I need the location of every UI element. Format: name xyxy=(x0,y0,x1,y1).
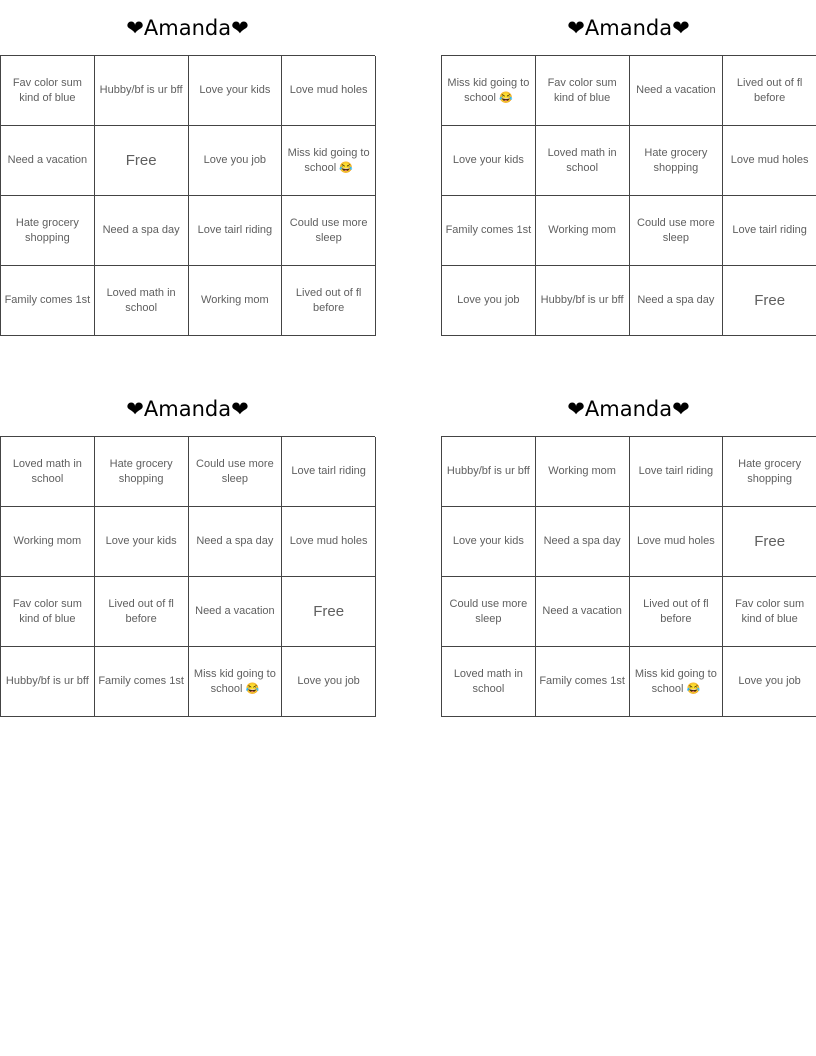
bingo-cell: Love tairl riding xyxy=(189,196,283,266)
bingo-cell: Love mud holes xyxy=(630,507,724,577)
bingo-card-3 xyxy=(0,381,375,717)
bingo-cell: Love mud holes xyxy=(282,56,376,126)
bingo-cell: Family comes 1st xyxy=(95,647,189,717)
bingo-cell: Family comes 1st xyxy=(536,647,630,717)
bingo-cell: Love mud holes xyxy=(723,126,816,196)
bingo-cell: Hate grocery shopping xyxy=(1,196,95,266)
bingo-cell: Could use more sleep xyxy=(630,196,724,266)
bingo-cell: Lived out of fl before xyxy=(723,56,816,126)
bingo-cell: Loved math in school xyxy=(95,266,189,336)
bingo-cell: Love tairl riding xyxy=(630,437,724,507)
bingo-cell: Need a vacation xyxy=(536,577,630,647)
bingo-cell: Working mom xyxy=(1,507,95,577)
bingo-cell: Love you job xyxy=(282,647,376,717)
bingo-cell: Love tairl riding xyxy=(723,196,816,266)
bingo-cell: Lived out of fl before xyxy=(95,577,189,647)
bingo-cell: Hubby/bf is ur bff xyxy=(442,437,536,507)
bingo-grid xyxy=(441,436,816,717)
bingo-cell: Lived out of fl before xyxy=(282,266,376,336)
bingo-grid xyxy=(0,436,375,717)
bingo-cell: Miss kid going to school 😂 xyxy=(189,647,283,717)
bingo-cell: Need a spa day xyxy=(630,266,724,336)
bingo-cell: Need a spa day xyxy=(95,196,189,266)
bingo-cell: Could use more sleep xyxy=(282,196,376,266)
free-cell: Free xyxy=(95,126,189,196)
bingo-cell: Hate grocery shopping xyxy=(95,437,189,507)
bingo-cell: Need a vacation xyxy=(630,56,724,126)
bingo-cell: Need a vacation xyxy=(1,126,95,196)
bingo-cell: Loved math in school xyxy=(442,647,536,717)
bingo-cell: Miss kid going to school 😂 xyxy=(442,56,536,126)
card-title: ❤Amanda❤ xyxy=(126,396,249,421)
bingo-cell: Loved math in school xyxy=(536,126,630,196)
bingo-card-2 xyxy=(441,0,816,336)
bingo-cell: Love your kids xyxy=(442,126,536,196)
card-title: ❤Amanda❤ xyxy=(567,15,690,40)
free-cell: Free xyxy=(282,577,376,647)
bingo-cell: Love you job xyxy=(442,266,536,336)
bingo-cell: Working mom xyxy=(536,437,630,507)
bingo-cell: Hate grocery shopping xyxy=(723,437,816,507)
bingo-cell: Working mom xyxy=(536,196,630,266)
bingo-cell: Miss kid going to school 😂 xyxy=(282,126,376,196)
free-cell: Free xyxy=(723,507,816,577)
bingo-cell: Lived out of fl before xyxy=(630,577,724,647)
bingo-grid xyxy=(0,55,375,336)
bingo-cell: Could use more sleep xyxy=(189,437,283,507)
bingo-cell: Love your kids xyxy=(95,507,189,577)
bingo-cell: Working mom xyxy=(189,266,283,336)
bingo-cell: Family comes 1st xyxy=(1,266,95,336)
bingo-cell: Could use more sleep xyxy=(442,577,536,647)
bingo-cell: Love tairl riding xyxy=(282,437,376,507)
bingo-cell: Love you job xyxy=(723,647,816,717)
bingo-cell: Need a spa day xyxy=(536,507,630,577)
bingo-cell: Fav color sum kind of blue xyxy=(536,56,630,126)
bingo-cell: Miss kid going to school 😂 xyxy=(630,647,724,717)
bingo-grid xyxy=(441,55,816,336)
bingo-cell: Love your kids xyxy=(442,507,536,577)
bingo-card-4 xyxy=(441,381,816,717)
bingo-cell: Hubby/bf is ur bff xyxy=(1,647,95,717)
free-cell: Free xyxy=(723,266,816,336)
bingo-cell: Family comes 1st xyxy=(442,196,536,266)
card-title: ❤Amanda❤ xyxy=(126,15,249,40)
bingo-cell: Fav color sum kind of blue xyxy=(1,577,95,647)
bingo-cell: Love you job xyxy=(189,126,283,196)
bingo-cell: Need a vacation xyxy=(189,577,283,647)
bingo-cell: Need a spa day xyxy=(189,507,283,577)
bingo-cell: Love mud holes xyxy=(282,507,376,577)
bingo-cell: Loved math in school xyxy=(1,437,95,507)
bingo-card-1 xyxy=(0,0,375,336)
bingo-cell: Fav color sum kind of blue xyxy=(723,577,816,647)
bingo-cell: Hubby/bf is ur bff xyxy=(95,56,189,126)
bingo-cell: Fav color sum kind of blue xyxy=(1,56,95,126)
bingo-cell: Love your kids xyxy=(189,56,283,126)
card-title: ❤Amanda❤ xyxy=(567,396,690,421)
bingo-cell: Hate grocery shopping xyxy=(630,126,724,196)
bingo-cell: Hubby/bf is ur bff xyxy=(536,266,630,336)
